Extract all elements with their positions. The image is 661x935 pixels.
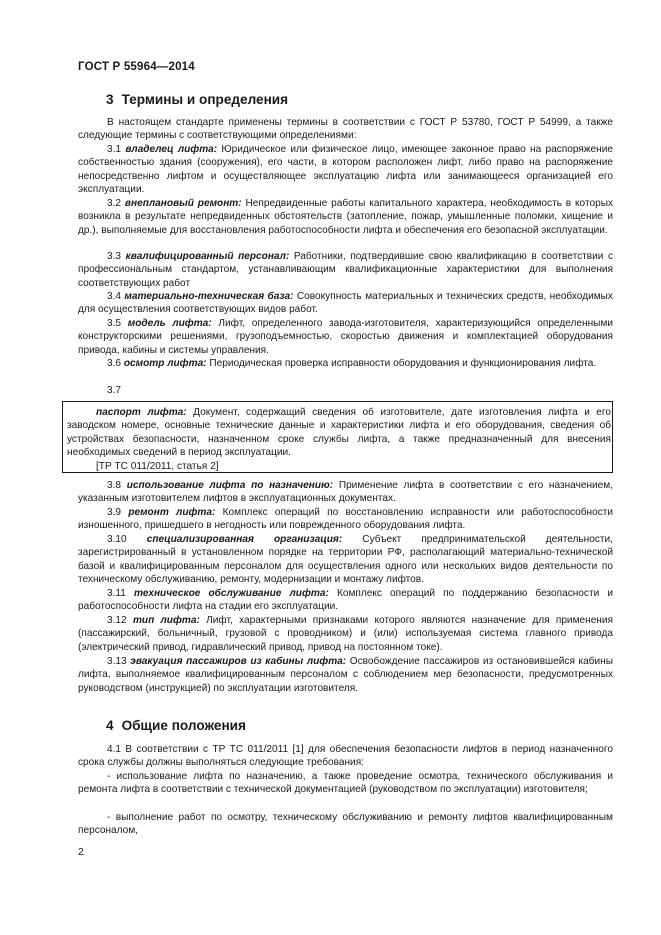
term-3-6 [78, 357, 613, 370]
term-name: модель лифта: [127, 318, 212, 329]
term-name: материально-техническая база: [124, 291, 294, 302]
term-number: 3.12 [107, 615, 127, 626]
page-number: 2 [78, 846, 84, 858]
term-3-3 [78, 250, 613, 290]
term-name: использование лифта по назначению: [126, 480, 334, 491]
term-definition: Освобождение пассажиров из остановившейся кабины лифта, выполняемое квалифицированным персоналом с соблюдением мер безопасности, предусмотренных руководством (инструкцией) по эксплуатации изготовителя. [78, 656, 614, 694]
term-3-1 [78, 143, 613, 197]
section-title: Термины и определения [121, 92, 289, 107]
term-definition: Применение лифта в соответствии с его назначением, указанным изготовителем лифтов в эксплуатационных документах. [78, 480, 614, 505]
term-3-8 [78, 479, 613, 506]
term-3-7-box [62, 401, 613, 473]
term-name: внеплановый ремонт: [124, 198, 242, 209]
term-definition: Работники, подтвердившие свою квалификацию в соответствии с профессиональным стандартом, устанавливающим квалификационные характеристики для выполнения соответствующих работ [78, 251, 613, 289]
term-definition: Комплекс операций по восстановлению исправности или работоспособности изношенного, пришедшего в негодность или поврежденного оборудования лифта. [78, 507, 614, 532]
term-definition: Юридическое или физическое лицо, имеющее законное право на распоряжение собственностью здания (сооружения), его части, в котором расположен лифт, либо право на распоряжение непосредственно лифтом и осуществляющее эксплуатацию лифта или занимающееся организацией его эксплуатации. [78, 144, 613, 196]
term-3-11 [78, 587, 613, 614]
term-3-12 [78, 614, 613, 654]
term-number: 3.5 [107, 318, 122, 329]
term-definition: Периодическая проверка исправности оборудования и функционирования лифта. [209, 358, 597, 369]
section-number: 4 [106, 718, 114, 733]
term-number: 3.2 [107, 198, 122, 209]
term-definition: Совокупность материальных и технических средств, необходимых для осуществления соответствующих видов работ. [78, 291, 613, 316]
term-name: специализированная организация: [146, 534, 343, 545]
section-4-heading [106, 718, 246, 733]
term-definition: Документ, содержащий сведения об изготовителе, дате изготовления лифта и его заводском номере, основные технические данные и характеристики лифта и его оборудования, сведения об устройствах безопасности, назначенном сроке службы лифта, а также предназначенный для внесения необходимых сведений в период эксплуатации. [67, 407, 611, 459]
term-3-7-number: 3.7 [107, 385, 122, 396]
section-title: Общие положения [121, 718, 246, 733]
term-name: эвакуация пассажиров из кабины лифта: [130, 656, 347, 667]
term-source: [ТР ТС 011/2011, статья 2] [96, 461, 219, 472]
term-name: ремонт лифта: [128, 507, 216, 518]
term-number: 3.13 [107, 656, 127, 667]
term-3-13 [78, 655, 613, 695]
term-definition: Непредвиденные работы капитального характера, необходимость в которых возникла в результате непредвиденных обстоятельств (затопление, пожар, умышленные поломки, хищение и др.), выполняемые для восстановления работоспособности лифта и обеспечения его безопасной эксплуатации. [78, 198, 613, 236]
term-name: паспорт лифта: [96, 407, 187, 418]
term-number: 3.8 [107, 480, 122, 491]
list-item: - использование лифта по назначению, а также проведение осмотра, технического обслуживания и ремонта лифта в соответствии с технической документацией (руководством по эксплуатации) изготовителя; [78, 771, 613, 796]
term-number: 3.11 [107, 588, 126, 599]
term-3-7 [67, 406, 611, 460]
term-number: 3.9 [107, 507, 122, 518]
term-3-4 [78, 290, 613, 317]
document-header: ГОСТ Р 55964—2014 [78, 61, 195, 73]
term-definition: Комплекс операций по поддержанию безопасности и работоспособности лифта на стадии его эксплуатации. [78, 588, 613, 613]
section-3-intro: В настоящем стандарте применены термины в соответствии с ГОСТ Р 53780, ГОСТ Р 54999, а также следующие термины с соответствующими определениями: [78, 117, 613, 142]
term-definition: Лифт, определенного завода-изготовителя, характеризующийся определенными конструкторскими решениями, грузоподъемностью, скоростью движения и комплектацией оборудования привода, кабины и системы управления. [78, 318, 613, 356]
term-definition: Субъект предпринимательской деятельности, зарегистрированный в установленном порядке на территории РФ, располагающий материально-технической базой и квалифицированным персоналом для осуществления одного или нескольких видов деятельности по техническому обслуживанию, ремонту, модернизации и монтажу лифтов. [78, 534, 613, 586]
term-number: 3.10 [107, 534, 127, 545]
term-name: тип лифта: [132, 615, 200, 626]
paragraph-4-1: 4.1 В соответствии с ТР ТС 011/2011 [1] для обеспечения безопасности лифтов в период назначенного срока службы должны выполняться следующие требования: [78, 744, 613, 769]
section-number: 3 [106, 92, 114, 107]
term-3-10 [78, 533, 613, 587]
term-definition: Лифт, характерными признаками которого являются назначение для применения (пассажирский, больничный, грузовой с проводником) и (или) используемая система главного привода (электрический привод, гидравлический привод, привод на постоянном токе). [78, 615, 613, 653]
term-name: владелец лифта: [125, 144, 218, 155]
term-name: осмотр лифта: [123, 358, 207, 369]
term-3-5 [78, 317, 613, 357]
term-3-2 [78, 197, 613, 237]
term-3-9 [78, 506, 613, 533]
term-name: квалифицированный персонал: [125, 251, 290, 262]
term-number: 3.1 [107, 144, 122, 155]
section-3-heading [106, 92, 288, 107]
term-number: 3.6 [107, 358, 122, 369]
term-number: 3.3 [107, 251, 122, 262]
term-name: техническое обслуживание лифта: [134, 588, 329, 599]
list-item: - выполнение работ по осмотру, техническому обслуживанию и ремонту лифтов квалифицированным персоналом, [78, 812, 613, 837]
term-number: 3.4 [107, 291, 122, 302]
